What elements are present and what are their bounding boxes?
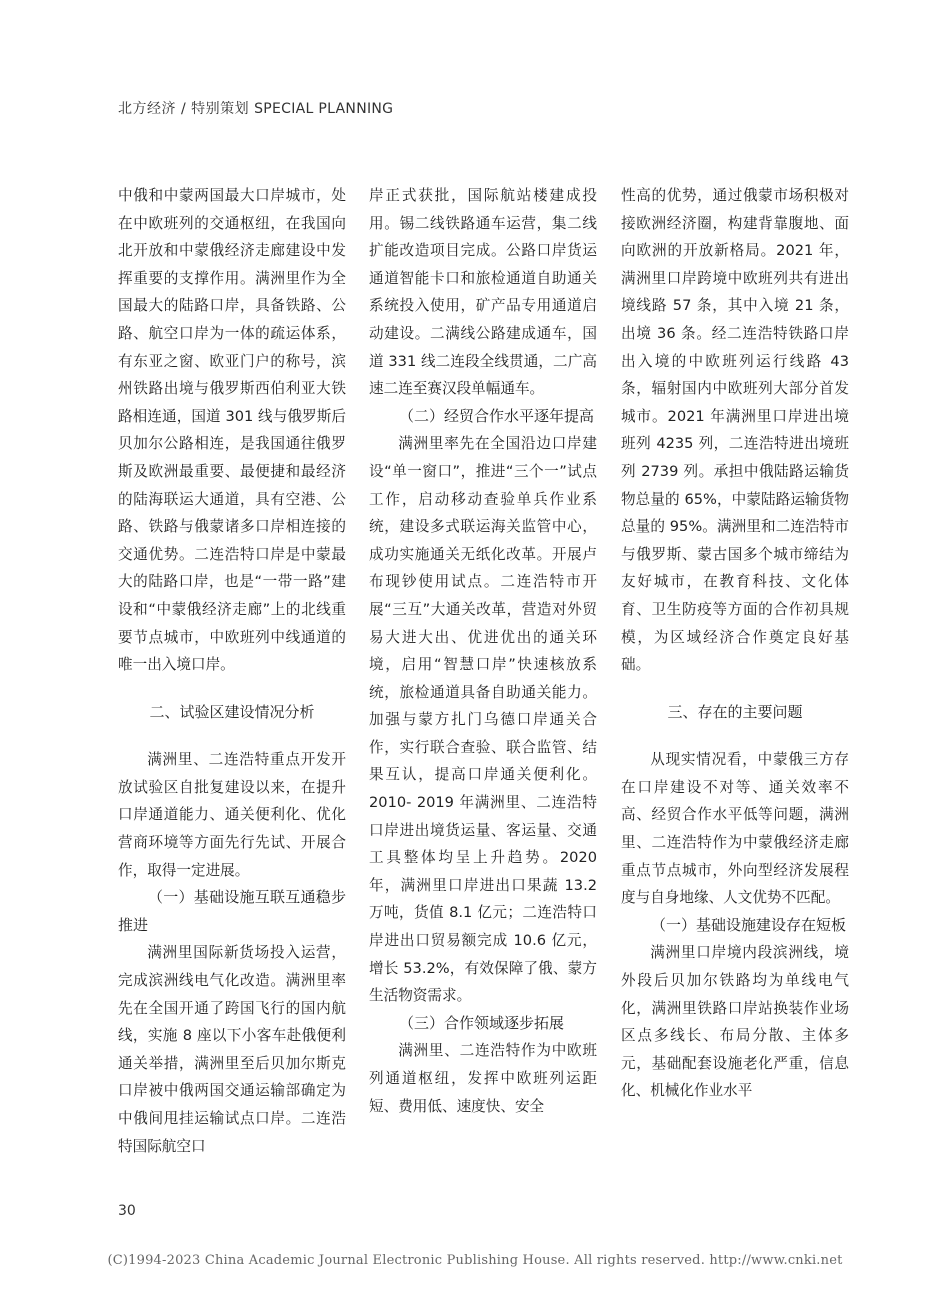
section-heading: 三、存在的主要问题	[667, 702, 803, 721]
paragraph: 满洲里口岸境内段滨洲线，境外段后贝加尔铁路均为单线电气化，满洲里铁路口岸站换装作业场区点多线长、布局分散、主体多元，基础配套设施老化严重，信息化、机械化作业水平	[621, 944, 849, 1100]
copyright-notice: (C)1994-2023 China Academic Journal Electronic Publishing House. All rights reserved. http://www.cnki.net	[107, 1253, 843, 1268]
paragraph: 从现实情况看，中蒙俄三方存在口岸建设不对等、通关效率不高、经贸合作水平低等问题，满洲里、二连浩特作为中蒙俄经济走廊重点节点城市，外向型经济发展程度与自身地缘、人文优势不匹配。	[621, 751, 849, 907]
subsection-heading: （一）基础设施建设存在短板	[651, 915, 847, 934]
paragraph: 满洲里国际新货场投入运营，完成滨洲线电气化改造。满洲里率先在全国开通了跨国飞行的国内航线，实施 8 座以下小客车赴俄便利通关举措，满洲里至后贝加尔斯克口岸被中俄两国交通运输部确定为中俄间甩挂运输试点口岸。二连浩特国际航空口	[118, 944, 346, 1155]
text-column-1	[118, 182, 346, 1160]
paragraph: 岸正式获批，国际航站楼建成投用。锡二线铁路通车运营，集二线扩能改造项目完成。公路口岸货运通道智能卡口和旅检通道自助通关系统投入使用，矿产品专用通道启动建设。二满线公路建成通车，国道 331 线二连段全线贯通，二广高速二连至赛汉段单幅通车。	[369, 187, 597, 398]
text-column-3	[621, 182, 849, 1105]
page-number: 30	[118, 1203, 136, 1219]
section-name-cn: 特别策划	[191, 101, 250, 117]
running-head	[118, 98, 393, 118]
header-separator: /	[176, 101, 192, 117]
section-name-en: SPECIAL PLANNING	[254, 101, 394, 117]
paragraph: 满洲里率先在全国沿边口岸建设“单一窗口”，推进“三个一”试点工作，启动移动查验单兵作业系统，建设多式联运海关监管中心，成功实施通关无纸化改革。开展卢布现钞使用试点。二连浩特市开展“三互”大通关改革，营造对外贸易大进大出、优进优出的通关环境，启用“智慧口岸”快速核放系统，旅检通道具备自助通关能力。加强与蒙方扎门乌德口岸通关合作，实行联合查验、联合监管、结果互认，提高口岸通关便利化。2010- 2019 年满洲里、二连浩特口岸进出境货运量、客运量、交通工具整体均呈上升趋势。2020 年，满洲里口岸进出口果蔬 13.2 万吨，货值 8.1 亿元；二连浩特口岸进出口贸易额完成 10.6 亿元，增长 53.2%，有效保障了俄、蒙方生活物资需求。	[369, 435, 597, 1005]
section-heading: 二、试验区建设情况分析	[149, 702, 315, 721]
paragraph: 中俄和中蒙两国最大口岸城市，处在中欧班列的交通枢纽，在我国向北开放和中蒙俄经济走廊建设中发挥重要的支撑作用。满洲里作为全国最大的陆路口岸，具备铁路、公路、航空口岸为一体的疏运体系，有东亚之窗、欧亚门户的称号，滨州铁路出境与俄罗斯西伯利亚大铁路相连通，国道 301 线与俄罗斯后贝加尔公路相连，是我国通往俄罗斯及欧洲最重要、最便捷和最经济的陆海联运大通道，具有空港、公路、铁路与俄蒙诸多口岸相连接的交通优势。二连浩特口岸是中蒙最大的陆路口岸，也是“一带一路”建设和“中蒙俄经济走廊”上的北线重要节点城市，中欧班列中线通道的唯一出入境口岸。	[118, 187, 346, 674]
text-column-2	[369, 182, 597, 1120]
paragraph: 性高的优势，通过俄蒙市场积极对接欧洲经济圈，构建背靠腹地、面向欧洲的开放新格局。2021 年，满洲里口岸跨境中欧班列共有进出境线路 57 条，其中入境 21 条，出境 36 条。经二连浩特铁路口岸出入境的中欧班列运行线路 43 条，辐射国内中欧班列大部分首发城市。2021 年满洲里口岸进出境班列 4235 列，二连浩特进出境班列 2739 列。承担中俄陆路运输货物总量的 65%，中蒙陆路运输货物总量的 95%。满洲里和二连浩特市与俄罗斯、蒙古国多个城市缔结为友好城市，在教育科技、文化体育、卫生防疫等方面的合作初具规模，为区域经济合作奠定良好基础。	[621, 187, 849, 674]
subsection-heading: （二）经贸合作水平逐年提高	[399, 406, 595, 425]
subsection-heading: （三）合作领域逐步拓展	[399, 1013, 565, 1032]
journal-name: 北方经济	[118, 101, 176, 117]
paragraph: 满洲里、二连浩特作为中欧班列通道枢纽，发挥中欧班列运距短、费用低、速度快、安全	[369, 1042, 597, 1115]
subsection-heading: （一）基础设施互联互通稳步推进	[118, 888, 346, 934]
paragraph: 满洲里、二连浩特重点开发开放试验区自批复建设以来，在提升口岸通道能力、通关便利化、优化营商环境等方面先行先试、开展合作，取得一定进展。	[118, 751, 346, 879]
